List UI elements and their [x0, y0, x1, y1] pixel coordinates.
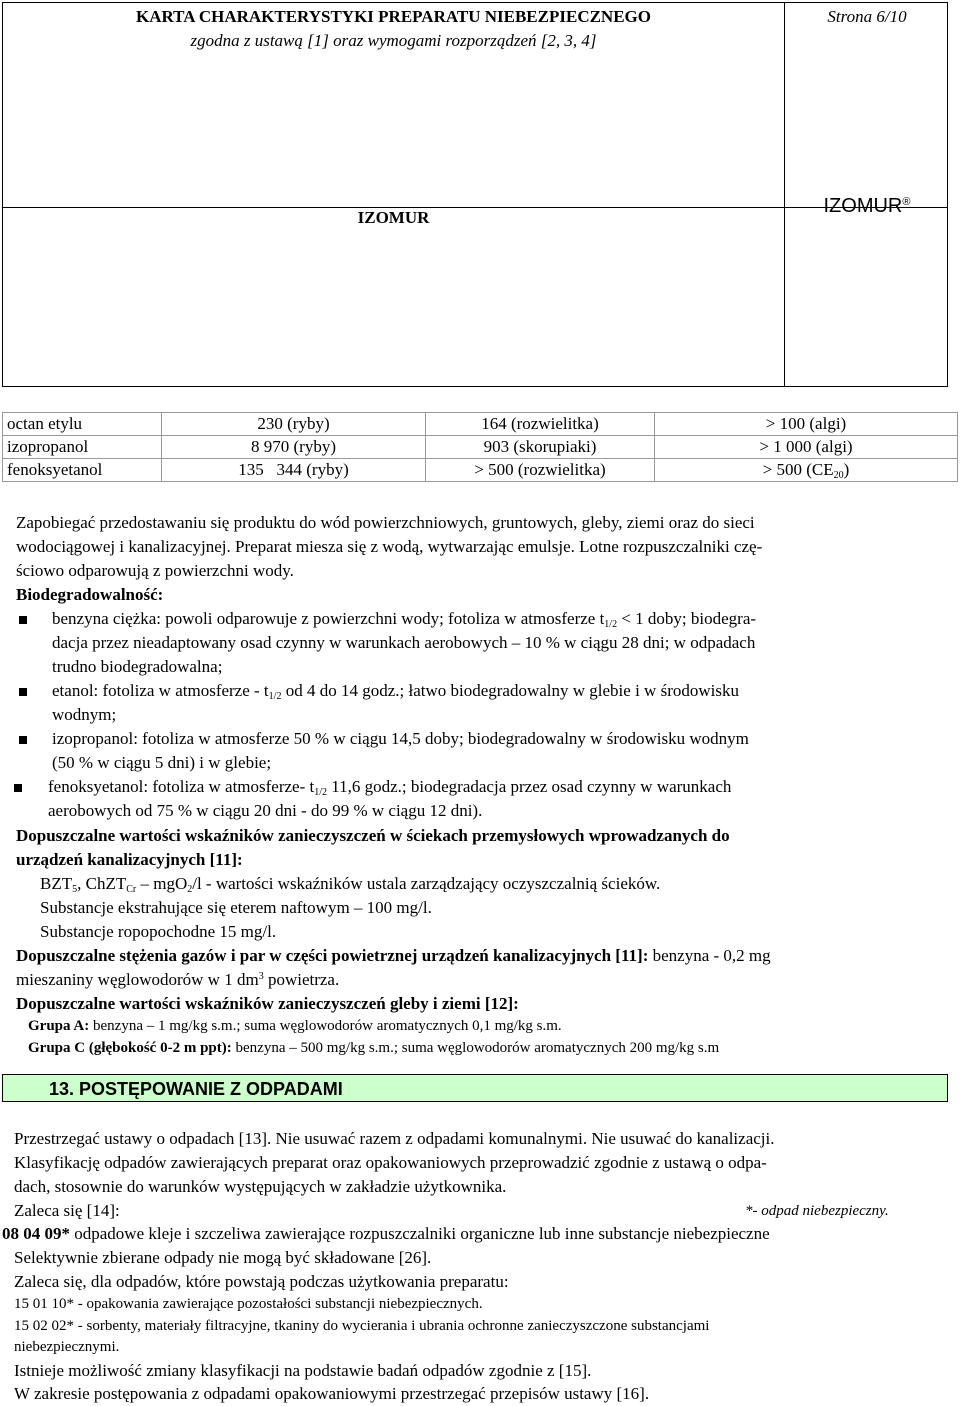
- document-header: [2, 2, 948, 387]
- table-row: [3, 413, 958, 436]
- sewage-line: Substancje ekstrahujące się eterem naftowym – 100 mg/l.: [40, 898, 432, 917]
- table-cell: > 500 $(CE_{20})$: [655, 459, 958, 482]
- table-cell: fenoksyetanol: [3, 459, 162, 482]
- page-number: Strona 6/10: [827, 7, 907, 26]
- biodeg-item: etanol: fotoliza w atmosferze - $t_{1/2}$ od 4 do 14 godz.; łatwo biodegradowalny w glebie i w środowisku: [52, 681, 739, 702]
- section-13-title: 13. POSTĘPOWANIE Z ODPADAMI: [49, 1079, 343, 1099]
- waste-code: 08 04 09* odpadowe kleje i szczeliwa zawierające rozpuszczalniki organiczne lub inne substancje niebezpieczne: [2, 1224, 770, 1243]
- registered-mark: ®: [902, 196, 911, 208]
- waste-line: Klasyfikację odpadów zawierających preparat oraz opakowaniowych przeprowadzić zgodnie z ustawą o odpa-: [14, 1153, 767, 1172]
- table-row: [3, 436, 958, 459]
- brand-logo: [785, 195, 949, 218]
- toxicity-table: [2, 412, 958, 482]
- bullet-icon: [14, 784, 22, 792]
- gas-line: Dopuszczalne stężenia gazów i par w części powietrznej urządzeń kanalizacyjnych [11]: benzyna - 0,2 mg: [16, 946, 771, 965]
- hazard-note: *- odpad niebezpieczny.: [745, 1203, 889, 1219]
- env-paragraph-line: wodociągowej i kanalizacyjnej. Preparat miesza się z wodą, wytwarzając emulsje. Lotne rozpuszczalniki czę-: [16, 537, 763, 556]
- table-cell: > 500 (rozwielitka): [426, 459, 655, 482]
- biodeg-item-cont: (50 % w ciągu 5 dni) i w glebie;: [52, 753, 272, 772]
- table-cell: 164 (rozwielitka): [426, 413, 655, 436]
- table-cell: > 100 (algi): [655, 413, 958, 436]
- waste-line: Przestrzegać ustawy o odpadach [13]. Nie usuwać razem z odpadami komunalnymi. Nie usuwać do kanalizacji.: [14, 1129, 775, 1148]
- waste-line: W zakresie postępowania z odpadami opakowaniowymi przestrzegać przepisów ustawy [16].: [14, 1384, 650, 1403]
- table-cell: > 1 000 (algi): [655, 436, 958, 459]
- biodeg-item-cont: dacja przez nieadaptowany osad czynny w warunkach aerobowych – 10 % w ciągu 28 dni; w odpadach: [52, 633, 756, 652]
- biodeg-heading: Biodegradowalność:: [16, 585, 164, 604]
- waste-code-line: 15 01 10* - opakowania zawierające pozostałości substancji niebezpiecznych.: [14, 1296, 483, 1312]
- table-cell: izopropanol: [3, 436, 162, 459]
- biodeg-item: fenoksyetanol: fotoliza w atmosferze- $t_{1/2}$ 11,6 godz.; biodegradacja przez osad czynny w warunkach: [48, 777, 732, 798]
- bullet-icon: [19, 616, 27, 624]
- env-paragraph-line: Zapobiegać przedostawaniu się produktu do wód powierzchniowych, gruntowych, gleby, ziemi oraz do sieci: [16, 513, 755, 532]
- bullet-icon: [19, 688, 27, 696]
- table-cell: 135 344 (ryby): [162, 459, 426, 482]
- table-row: [3, 459, 958, 482]
- biodeg-item-cont: wodnym;: [52, 705, 117, 724]
- waste-line: Istnieje możliwość zmiany klasyfikacji na podstawie badań odpadów zgodnie z [15].: [14, 1361, 592, 1380]
- waste-code-line: niebezpiecznymi.: [14, 1339, 120, 1355]
- table-cell: 230 (ryby): [162, 413, 426, 436]
- section-13-header: [2, 1074, 948, 1102]
- table-cell: octan etylu: [3, 413, 162, 436]
- env-paragraph-line: ściowo odparowują z powierzchni wody.: [16, 561, 294, 580]
- product-name: IZOMUR: [357, 208, 430, 227]
- sewage-heading-cont: urządzeń kanalizacyjnych [11]:: [16, 850, 243, 869]
- gas-line-cont: mieszaniny węglowodorów w 1 $dm^3$ powietrza.: [16, 970, 340, 989]
- waste-line: Zaleca się [14]:: [14, 1201, 120, 1220]
- biodeg-item: benzyna ciężka: powoli odparowuje z powierzchni wody; fotoliza w atmosferze $t_{1/2} < 1$ doby; biodegra-: [52, 609, 757, 630]
- biodeg-item-cont: aerobowych od 75 % w ciągu 20 dni - do 99 % w ciągu 12 dni).: [48, 801, 483, 820]
- soil-heading: Dopuszczalne wartości wskaźników zanieczyszczeń gleby i ziemi [12]:: [16, 994, 519, 1013]
- table-cell: 903 (skorupiaki): [426, 436, 655, 459]
- waste-line: Selektywnie zbierane odpady nie mogą być składowane [26].: [14, 1248, 432, 1267]
- soil-group-a: Grupa A: benzyna – 1 mg/kg s.m.; suma węglowodorów aromatycznych 0,1 mg/kg s.m.: [28, 1018, 562, 1034]
- waste-code-line: 15 02 02* - sorbenty, materiały filtracyjne, tkaniny do wycierania i ubrania ochronne zanieczyszczone substancjami: [14, 1318, 710, 1334]
- sewage-heading: Dopuszczalne wartości wskaźników zanieczyszczeń w ściekach przemysłowych wprowadzanych do: [16, 826, 730, 845]
- bullet-icon: [19, 736, 27, 744]
- header-title: KARTA CHARAKTERYSTYKI PREPARATU NIEBEZPIECZNEGO: [135, 7, 651, 26]
- waste-line: Zaleca się, dla odpadów, które powstają podczas użytkowania preparatu:: [14, 1272, 509, 1291]
- brand-name: IZOMUR: [823, 195, 903, 217]
- biodeg-item: izopropanol: fotoliza w atmosferze 50 % w ciągu 14,5 doby; biodegradowalny w środowisku wodnym: [52, 729, 749, 748]
- table-cell: 8 970 (ryby): [162, 436, 426, 459]
- sewage-line: $BZT_5$, ChZT$_{Cr}$ – mgO$_2$/l - wartości wskaźników ustala zarządzający oczyszczalnią ścieków.: [40, 874, 661, 895]
- header-subtitle: zgodna z ustawą [1] oraz wymogami rozporządzeń [2, 3, 4]: [190, 31, 597, 50]
- waste-line: dach, stosownie do warunków występujących w zakładzie użytkownika.: [14, 1177, 507, 1196]
- soil-group-c: Grupa C (głębokość 0-2 m ppt): benzyna – 500 mg/kg s.m.; suma węglowodorów aromatycznych 200 mg/kg s.m: [28, 1040, 720, 1056]
- biodeg-item-cont: trudno biodegradowalna;: [52, 657, 223, 676]
- sewage-line: Substancje ropopochodne 15 mg/l.: [40, 922, 277, 941]
